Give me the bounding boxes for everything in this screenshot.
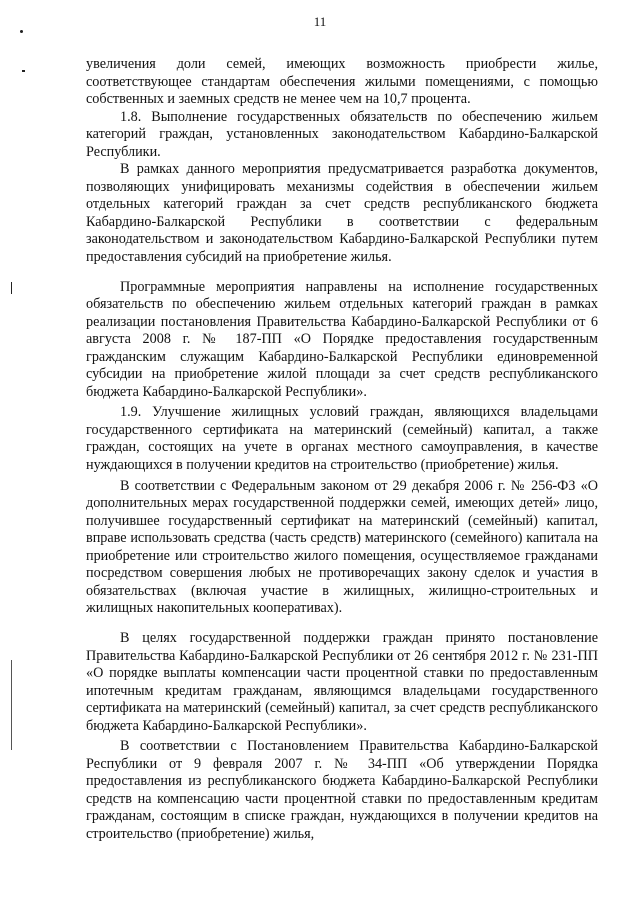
section-heading-1-9: 1.9. Улучшение жилищных условий граждан, являющихся владельцами государственного сертификата на материнский (семейный) капитал, а также граждан, состоящих на учете в органах местного самоуправления, в качестве нуждающихся в получении кредитов на строительство (приобретение) жилья. — [86, 404, 598, 474]
paragraph: В рамках данного мероприятия предусматривается разработка документов, позволяющих унифицировать механизмы содействия в обеспечении жильем отдельных категорий граждан за счет средств республиканского бюджета Кабардино-Балкарской Республики в соответствии с федеральным законодательством и законодательством Кабардино-Балкарской Республики путем предоставления субсидий на приобретение жилья. — [86, 161, 598, 266]
page-number: 11 — [313, 14, 327, 29]
paragraph: В целях государственной поддержки граждан принято постановление Правительства Кабардино-Балкарской Республики от 26 сентября 2012 г. № 231-ПП «О порядке выплаты компенсации части процентной ставки по предоставленным ипотечным кредитам гражданам, являющимся владельцами государственного сертификата на материнский (семейный) капитал, за счет средств республиканского бюджета Кабардино-Балкарской Республики». — [86, 629, 598, 734]
margin-mark-tick — [22, 70, 25, 72]
margin-mark-dot — [20, 30, 23, 33]
margin-mark-line — [11, 660, 12, 750]
margin-mark-line — [11, 282, 12, 294]
paragraph: увеличения доли семей, имеющих возможность приобрести жилье, соответствующее стандартам обеспечения жилыми помещениями, с помощью собственных и заемных средств не менее чем на 10,7 процента. — [86, 56, 598, 108]
document-body — [86, 56, 598, 844]
paragraph: В соответствии с Постановлением Правительства Кабардино-Балкарской Республики от 9 февраля 2007 г. № 34-ПП «Об утверждении Порядка предоставления из республиканского бюджета Кабардино-Балкарской Республики средств на компенсацию части процентной ставки по предоставленным кредитам гражданам, состоящим в списке граждан, нуждающихся в получении кредитов на строительство (приобретение) жилья, — [86, 738, 598, 842]
section-heading-1-8: 1.8. Выполнение государственных обязательств по обеспечению жильем категорий граждан, установленных законодательством Кабардино-Балкарской Республики. — [86, 108, 598, 160]
paragraph: В соответствии с Федеральным законом от 29 декабря 2006 г. № 256-ФЗ «О дополнительных мерах государственной поддержки семей, имеющих детей» лицо, получившее государственный сертификат на материнский (семейный) капитал, вправе использовать средства (часть средств) материнского (семейного) капитала на приобретение или строительство жилого помещения, осуществляемое гражданами посредством совершения любых не противоречащих закону сделок и участия в обязательствах (включая участие в жилищных, жилищно-строительных и жилищных накопительных кооперативах). — [86, 477, 598, 617]
paragraph: Программные мероприятия направлены на исполнение государственных обязательств по обеспечению жильем отдельных категорий граждан в рамках реализации постановления Правительства Кабардино-Балкарской Республики от 6 августа 2008 г. № 187-ПП «О Порядке предоставления государственным гражданским служащим Кабардино-Балкарской Республики единовременной субсидии на приобретение жилой площади за счет средств республиканского бюджета Кабардино-Балкарской Республики». — [86, 278, 598, 400]
